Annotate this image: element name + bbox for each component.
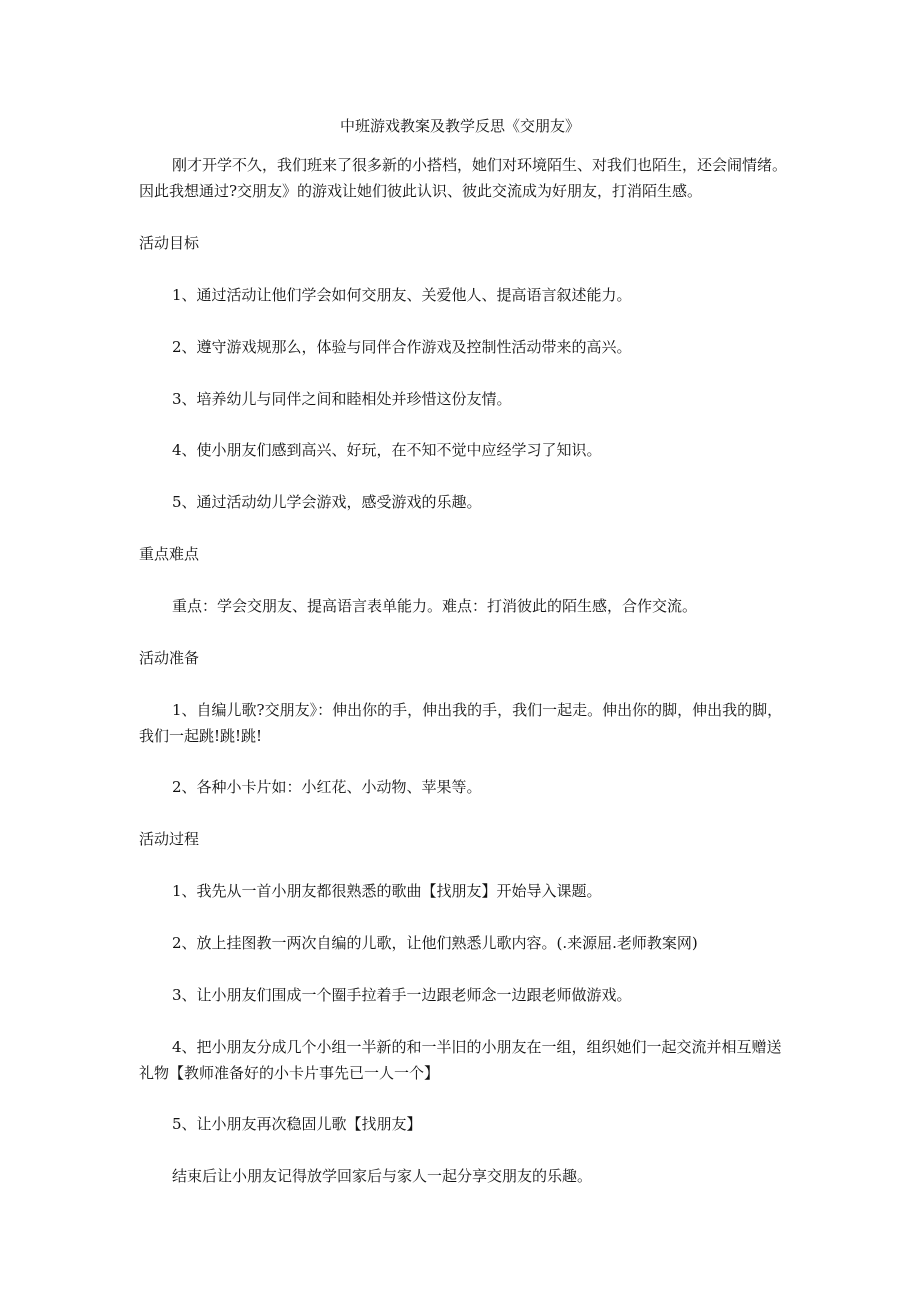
key-points-text: 重点：学会交朋友、提高语言表单能力。难点：打消彼此的陌生感，合作交流。	[172, 597, 698, 615]
section-heading-key-points: 重点难点	[139, 545, 200, 563]
process-item: 3、让小朋友们围成一个圈手拉着手一边跟老师念一边跟老师做游戏。	[172, 986, 632, 1004]
goal-item: 3、培养幼儿与同伴之间和睦相处并珍惜这份友情。	[172, 390, 512, 408]
intro-paragraph: 刚才开学不久，我们班来了很多新的小搭档，她们对环境陌生、对我们也陌生，还会闹情绪。因此我想通过?交朋友》的游戏让她们彼此认识、彼此交流成为好朋友，打消陌生感。	[139, 156, 788, 200]
process-item: 4、把小朋友分成几个小组一半新的和一半旧的小朋友在一组，组织她们一起交流并相互赠送礼物【教师准备好的小卡片事先已一人一个】	[139, 1038, 782, 1082]
goal-item: 1、通过活动让他们学会如何交朋友、关爱他人、提高语言叙述能力。	[172, 286, 632, 304]
goal-item: 5、通过活动幼儿学会游戏，感受游戏的乐趣。	[172, 493, 482, 511]
section-heading-process: 活动过程	[139, 830, 200, 848]
goal-item: 2、遵守游戏规那么，体验与同伴合作游戏及控制性活动带来的高兴。	[172, 338, 632, 356]
ending-text: 结束后让小朋友记得放学回家后与家人一起分享交朋友的乐趣。	[172, 1167, 593, 1185]
process-item: 2、放上挂图教一两次自编的儿歌，让他们熟悉儿歌内容。(.来源屈.老师教案网)	[172, 934, 698, 952]
section-heading-goals: 活动目标	[139, 234, 200, 252]
preparation-item: 2、各种小卡片如：小红花、小动物、苹果等。	[172, 778, 482, 796]
goal-item: 4、使小朋友们感到高兴、好玩，在不知不觉中应经学习了知识。	[172, 441, 602, 459]
document-title: 中班游戏教案及教学反思《交朋友》	[339, 117, 580, 135]
section-heading-preparation: 活动准备	[139, 649, 200, 667]
process-item: 1、我先从一首小朋友都很熟悉的歌曲【找朋友】开始导入课题。	[172, 882, 602, 900]
process-item: 5、让小朋友再次稳固儿歌【找朋友】	[172, 1115, 422, 1133]
preparation-item: 1、自编儿歌?交朋友》：伸出你的手，伸出我的手，我们一起走。伸出你的脚，伸出我的脚，我们一起跳!跳!跳!	[139, 701, 783, 745]
